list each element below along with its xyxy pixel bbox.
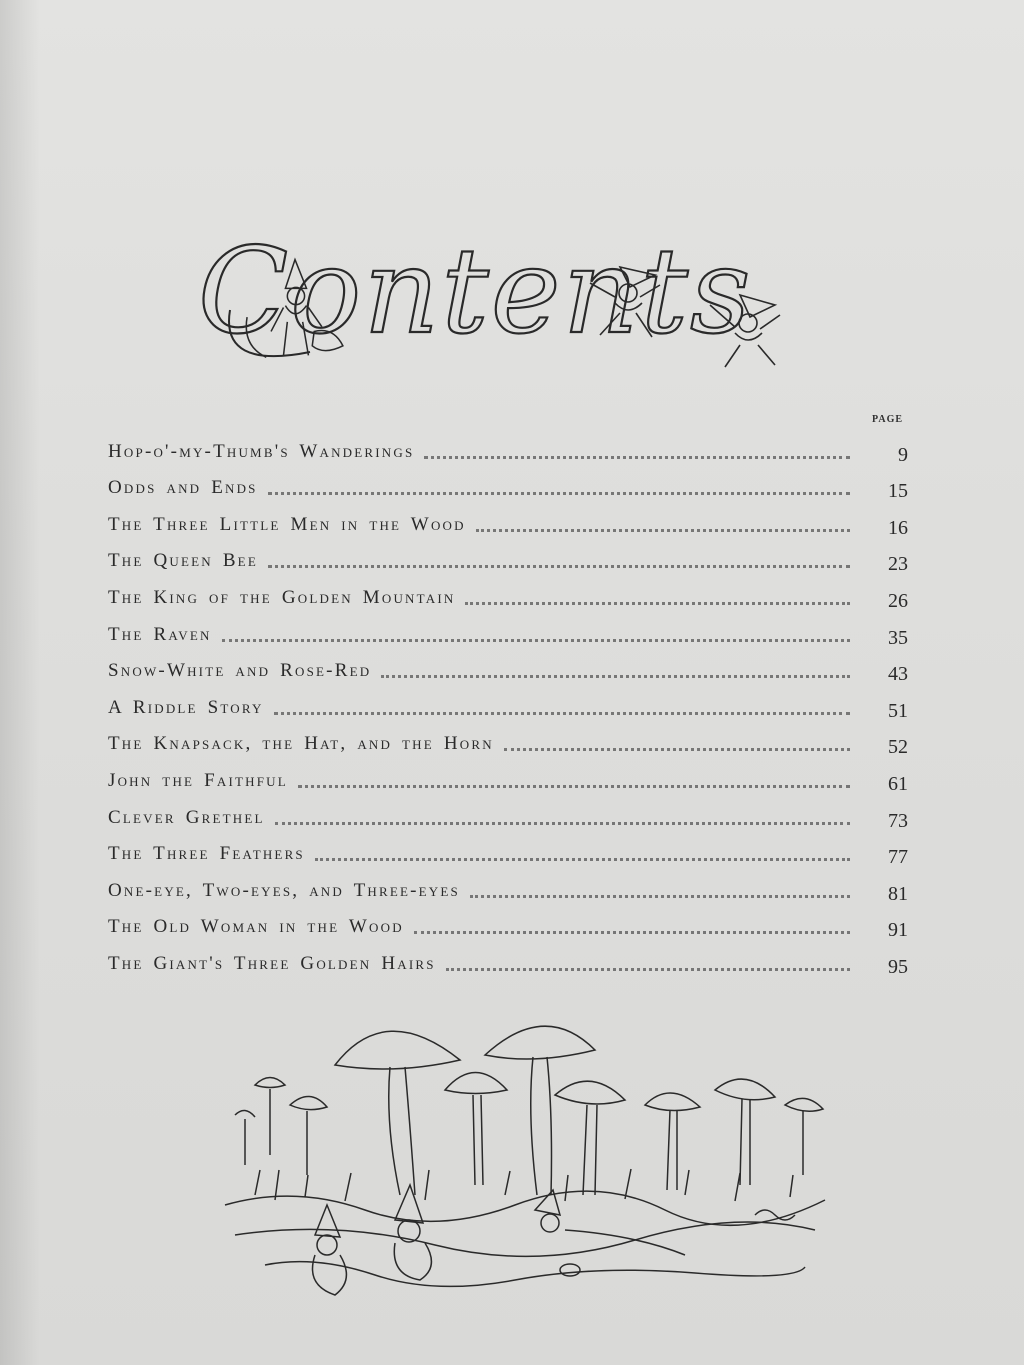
toc-entry[interactable] bbox=[108, 908, 908, 945]
toc-entry-page: 15 bbox=[888, 480, 908, 503]
toc-entry-page: 73 bbox=[888, 809, 908, 832]
toc-entry-page: 52 bbox=[888, 736, 908, 759]
toc-entry-page: 43 bbox=[888, 663, 908, 686]
page-column-label: PAGE bbox=[872, 414, 904, 425]
toc-entry-title: The King of the Golden Mountain bbox=[108, 586, 456, 608]
toc-entry-title: Odds and Ends bbox=[108, 477, 258, 499]
toc-entry[interactable] bbox=[108, 652, 908, 689]
toc-entry-title: The Queen Bee bbox=[108, 550, 258, 572]
toc-entry-page: 16 bbox=[888, 516, 908, 539]
mushrooms-illustration bbox=[215, 1005, 835, 1305]
toc-entry-title: The Giant's Three Golden Hairs bbox=[108, 952, 436, 974]
toc-entry-title: The Three Feathers bbox=[108, 843, 305, 865]
toc-entry[interactable] bbox=[108, 542, 908, 579]
toc-entry[interactable] bbox=[108, 798, 908, 835]
toc-entry-title: The Three Little Men in the Wood bbox=[108, 513, 466, 535]
toc-leader-dots bbox=[274, 702, 850, 715]
toc-entry-title: Clever Grethel bbox=[108, 806, 265, 828]
toc-entry-title: John the Faithful bbox=[108, 769, 288, 791]
contents-heading: Contents bbox=[198, 240, 753, 360]
toc-entry-page: 9 bbox=[898, 443, 908, 466]
toc-entry-page: 91 bbox=[888, 919, 908, 942]
toc-entry[interactable] bbox=[108, 505, 908, 542]
toc-entry[interactable] bbox=[108, 944, 908, 981]
toc-entry-page: 23 bbox=[888, 553, 908, 576]
toc-leader-dots bbox=[275, 812, 850, 825]
toc-leader-dots bbox=[222, 629, 850, 642]
toc-entry[interactable] bbox=[108, 578, 908, 615]
toc-entry-title: Hop-o'-my-Thumb's Wanderings bbox=[108, 440, 415, 462]
toc-entry-page: 61 bbox=[888, 772, 908, 795]
toc-entry-title: A Riddle Story bbox=[108, 696, 264, 718]
toc-leader-dots bbox=[504, 738, 850, 751]
toc-leader-dots bbox=[465, 592, 850, 605]
toc-entry-title: The Knapsack, the Hat, and the Horn bbox=[108, 733, 494, 755]
toc-entry-page: 35 bbox=[888, 626, 908, 649]
toc-leader-dots bbox=[424, 446, 850, 459]
gnome-right-illustration bbox=[560, 255, 810, 375]
toc-entry[interactable] bbox=[108, 615, 908, 652]
toc-entry-page: 51 bbox=[888, 699, 908, 722]
toc-leader-dots bbox=[476, 519, 850, 532]
toc-entry-title: The Old Woman in the Wood bbox=[108, 916, 404, 938]
toc-leader-dots bbox=[446, 958, 850, 971]
gnome-left-illustration bbox=[225, 250, 365, 365]
toc-leader-dots bbox=[268, 555, 850, 568]
toc-entry[interactable] bbox=[108, 725, 908, 762]
toc-leader-dots bbox=[298, 775, 850, 788]
toc-entry-page: 26 bbox=[888, 589, 908, 612]
toc-leader-dots bbox=[268, 482, 850, 495]
toc-entry-page: 95 bbox=[888, 955, 908, 978]
table-of-contents bbox=[108, 432, 908, 981]
toc-leader-dots bbox=[414, 921, 850, 934]
toc-leader-dots bbox=[315, 848, 850, 861]
toc-entry-title: One-eye, Two-eyes, and Three-eyes bbox=[108, 879, 460, 901]
toc-entry-title: The Raven bbox=[108, 623, 212, 645]
toc-entry-page: 81 bbox=[888, 882, 908, 905]
toc-leader-dots bbox=[381, 665, 850, 678]
toc-entry[interactable] bbox=[108, 688, 908, 725]
toc-entry[interactable] bbox=[108, 761, 908, 798]
toc-entry-title: Snow-White and Rose-Red bbox=[108, 660, 372, 682]
tailpiece-illustration bbox=[215, 1005, 835, 1305]
page-gutter-shadow bbox=[0, 0, 40, 1365]
toc-leader-dots bbox=[470, 885, 850, 898]
toc-entry[interactable] bbox=[108, 871, 908, 908]
toc-entry[interactable] bbox=[108, 469, 908, 506]
toc-entry[interactable] bbox=[108, 432, 908, 469]
toc-entry-page: 77 bbox=[888, 846, 908, 869]
toc-entry[interactable] bbox=[108, 835, 908, 872]
